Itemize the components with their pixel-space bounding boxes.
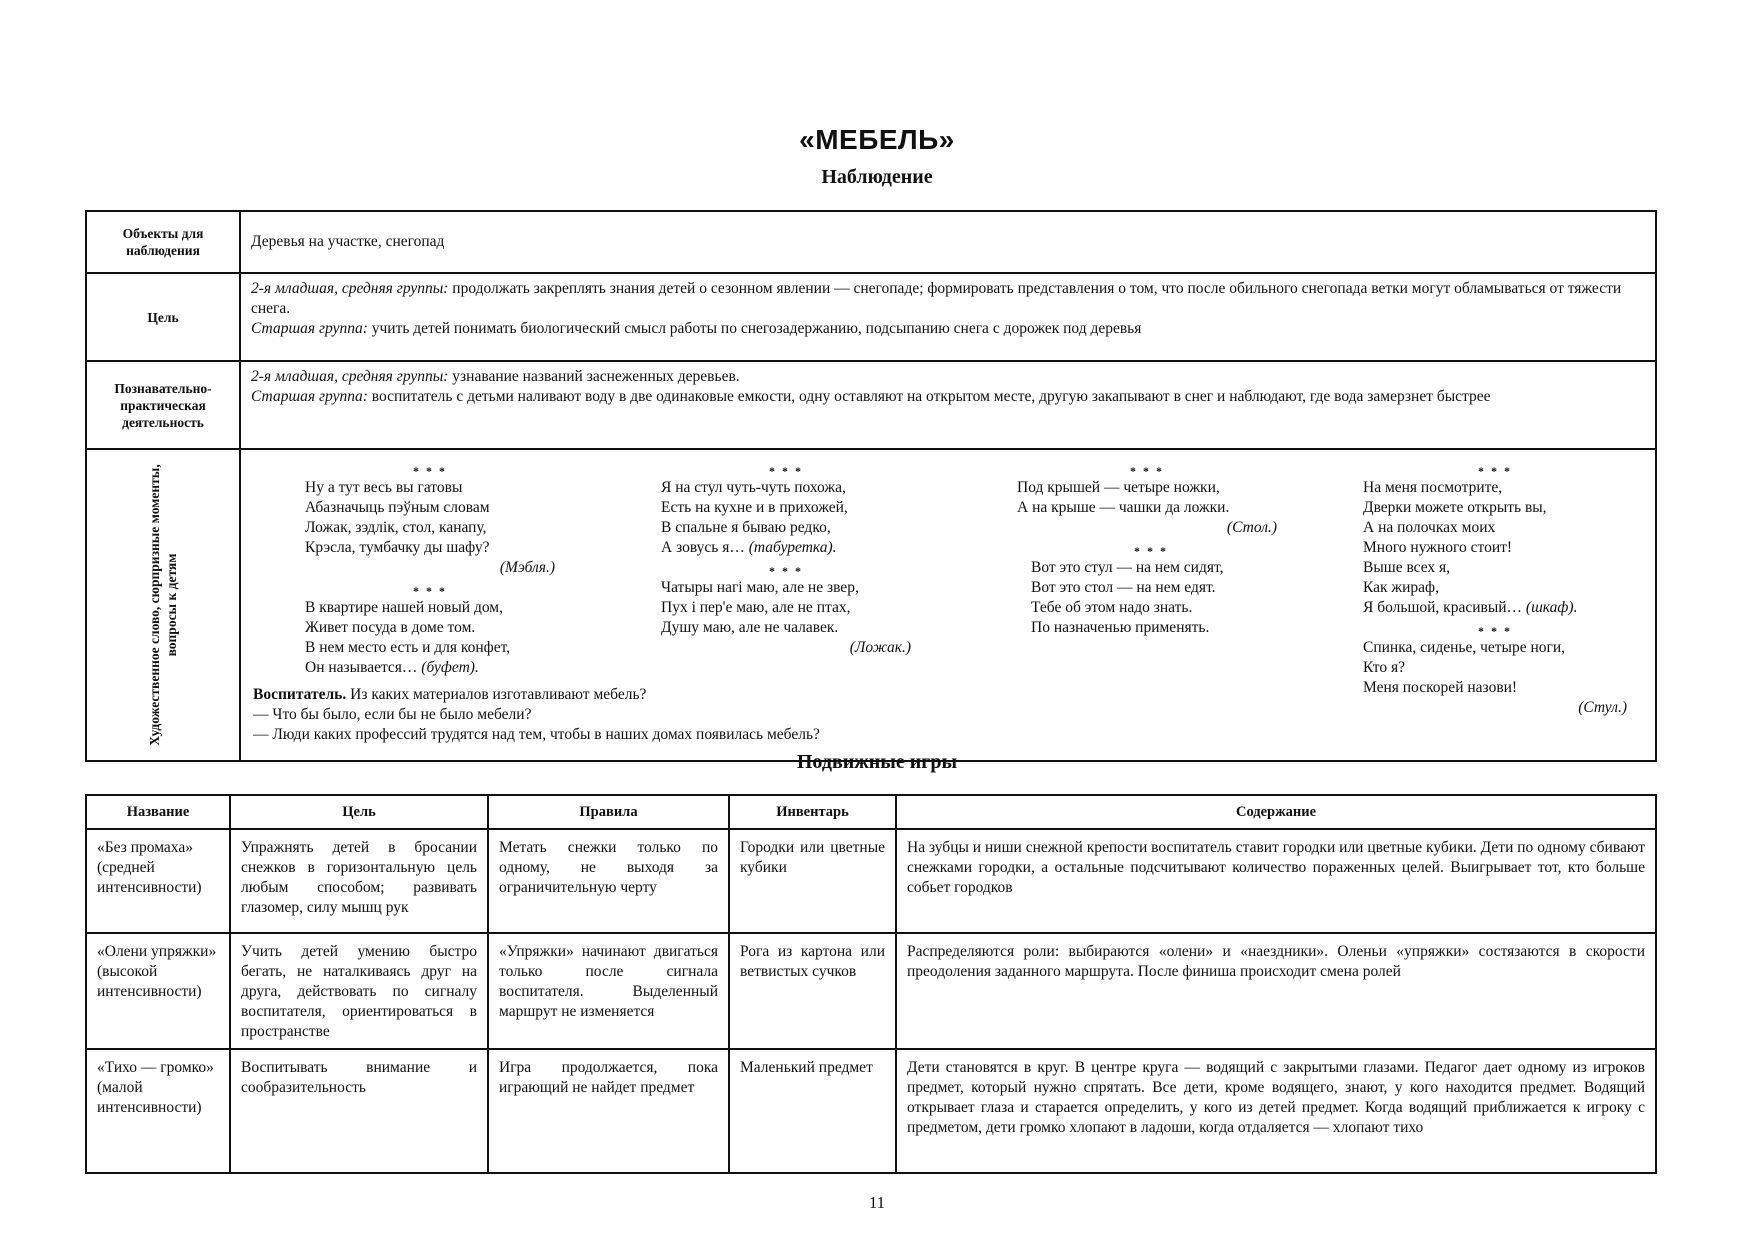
poem-line: Душу маю, але не чалавек.	[661, 619, 839, 636]
question-line: — Люди каких профессий трудятся над тем, чтобы в наших домах появилась мебель?	[253, 726, 820, 743]
poem-line: Спинка, сиденье, четыре ноги,	[1363, 639, 1566, 656]
poem-line: Выше всех я,	[1363, 559, 1451, 576]
poem-answer: (шкаф).	[1525, 599, 1578, 616]
activity-text	[240, 361, 1656, 449]
activity-text-junior: узнавание названий заснеженных деревьев.	[448, 368, 740, 385]
poem-line: Как жираф,	[1363, 579, 1439, 596]
activity-label: Познавательно-практическая деятельность	[86, 361, 240, 449]
stars-divider: * * *	[413, 464, 447, 478]
poem-answer: (Ложак.)	[849, 639, 911, 656]
game-name: «Тихо — громко» (малой интенсивности)	[86, 1049, 230, 1173]
game-content: На зубцы и ниши снежной крепости воспитатель ставит городки или цветные кубики. Дети по одному сбивают снежками городки, а остальные подсчитывают количество пораженных целей. Выигрывает тот, кто больше собьет городков	[896, 829, 1656, 933]
poem	[661, 464, 911, 558]
poem-line: Тебе об этом надо знать.	[1031, 599, 1193, 616]
game-name: «Без промаха» (средней интенсивности)	[86, 829, 230, 933]
poem-answer: (Стул.)	[1578, 699, 1627, 716]
page-number: 11	[868, 1193, 886, 1212]
game-goal: Упражнять детей в бросании снежков в горизонтальную цель любым способом; развивать глазомер, силу мышц рук	[230, 829, 488, 933]
objects-label: Объекты для наблюдения	[86, 211, 240, 273]
game-rules: Игра продолжается, пока играющий не найдет предмет	[488, 1049, 729, 1173]
poem-line	[1363, 598, 1627, 618]
game-rules: Метать снежки только по одному, не выходя за ограничительную черту	[488, 829, 729, 933]
game-equipment: Маленький предмет	[729, 1049, 896, 1173]
poem	[661, 564, 911, 658]
observation-table	[85, 210, 1657, 762]
poem-line	[305, 658, 555, 678]
games-header-row	[86, 795, 1656, 829]
goal-text-senior: учить детей понимать биологический смысл работы по снегозадержанию, подсыпанию снега с дорожек под деревья	[367, 320, 1142, 337]
game-rules: «Упряжки» начинают двигаться только после сигнала воспитателя. Выделенный маршрут не изменяется	[488, 933, 729, 1049]
poem-answer: (Мэбля.)	[499, 559, 555, 576]
table-row	[86, 933, 1656, 1049]
poem	[1363, 624, 1627, 718]
page-title: «МЕБЕЛЬ»	[799, 124, 955, 155]
poem-answer: (буфет).	[421, 659, 479, 676]
activity-lead-junior: 2-я младшая, средняя группы:	[251, 368, 449, 385]
stars-divider: * * *	[769, 564, 803, 578]
poem-line: В квартире нашей новый дом,	[305, 599, 503, 616]
poem-answer: (Стол.)	[1226, 519, 1277, 536]
stars-divider: * * *	[769, 464, 803, 478]
art-content	[240, 449, 1656, 761]
poem-line: Вот это стол — на нем едят.	[1031, 579, 1216, 596]
question-line: — Что бы было, если бы не было мебели?	[253, 706, 532, 723]
goal-lead-junior: 2-я младшая, средняя группы:	[251, 280, 449, 297]
observation-row-goal	[86, 273, 1656, 361]
poem	[305, 584, 555, 678]
activity-text-senior: воспитатель с детьми наливают воду в две одинаковые емкости, одну оставляют на открытом месте, другую закапывают в снег и наблюдают, где вода замерзнет быстрее	[367, 388, 1491, 405]
goal-label: Цель	[86, 273, 240, 361]
art-label-cell	[86, 449, 240, 761]
column-header: Правила	[488, 795, 729, 829]
poem-line: Чатыры нагі маю, але не звер,	[661, 579, 859, 596]
question-line	[253, 685, 820, 705]
observation-row-activity	[86, 361, 1656, 449]
poem	[1017, 464, 1277, 538]
poem-line: Под крышей — четыре ножки,	[1017, 479, 1220, 496]
poem-line: Кто я?	[1363, 659, 1405, 676]
game-name: «Олени упряжки» (высокой интенсивности)	[86, 933, 230, 1049]
poem	[1031, 544, 1271, 638]
poem-line	[661, 538, 911, 558]
poem-line: Пух і пер'е маю, але не птах,	[661, 599, 851, 616]
poem-line: А на крыше — чашки да ложки.	[1017, 499, 1230, 516]
section-title-observation: Наблюдение	[821, 166, 933, 188]
table-row	[86, 829, 1656, 933]
stars-divider: * * *	[1478, 624, 1512, 638]
poem	[305, 464, 555, 578]
poem-line: Вот это стул — на нем сидят,	[1031, 559, 1224, 576]
column-header: Название	[86, 795, 230, 829]
poem-line: На меня посмотрите,	[1363, 479, 1503, 496]
poem-line-text: Я большой, красивый…	[1363, 599, 1523, 616]
column-header: Содержание	[896, 795, 1656, 829]
game-equipment: Городки или цветные кубики	[729, 829, 896, 933]
poem-line: В нем место есть и для конфет,	[305, 639, 511, 656]
poem	[1363, 464, 1627, 618]
games-table	[85, 794, 1657, 1174]
observation-row-objects	[86, 211, 1656, 273]
poem-line: Крэсла, тумбачку ды шафу?	[305, 539, 490, 556]
poem-line: Дверки можете открыть вы,	[1363, 499, 1547, 516]
teacher-label: Воспитатель.	[253, 686, 347, 703]
objects-text: Деревья на участке, снегопад	[240, 211, 1656, 273]
poem-answer: (табуретка).	[748, 539, 837, 556]
poem-line: В спальне я бываю редко,	[661, 519, 831, 536]
section-title-games: Подвижные игры	[796, 751, 958, 773]
stars-divider: * * *	[1130, 464, 1164, 478]
game-goal: Воспитывать внимание и сообразительность	[230, 1049, 488, 1173]
stars-divider: * * *	[1478, 464, 1512, 478]
observation-row-art	[86, 449, 1656, 761]
goal-text-junior: продолжать закреплять знания детей о сезонном явлении — снегопаде; формировать представления о том, что после обильного снегопада ветки могут обламываться от тяжести снега.	[251, 280, 1622, 317]
poem-line: А на полочках моих	[1363, 519, 1496, 536]
column-header: Инвентарь	[729, 795, 896, 829]
poem-line: По назначенью применять.	[1031, 619, 1210, 636]
goal-lead-senior: Старшая группа:	[251, 320, 368, 337]
question-text: Из каких материалов изготавливают мебель?	[346, 686, 647, 703]
table-row	[86, 1049, 1656, 1173]
game-goal: Учить детей умению быстро бегать, не наталкиваясь друг на друга, действовать по сигналу воспитателя, ориентироваться в пространстве	[230, 933, 488, 1049]
poem-line-text: Он называется…	[305, 659, 418, 676]
poem-line: Меня поскорей назови!	[1363, 679, 1518, 696]
stars-divider: * * *	[413, 584, 447, 598]
poem-line: Ложак, зэдлік, стол, канапу,	[305, 519, 487, 536]
poem-line: Ну а тут весь вы гатовы	[305, 479, 463, 496]
poem-line-text: А зовусь я…	[661, 539, 745, 556]
stars-divider: * * *	[1134, 544, 1168, 558]
teacher-questions	[253, 685, 820, 745]
poem-line: Есть на кухне и в прихожей,	[661, 499, 848, 516]
poem-line: Я на стул чуть-чуть похожа,	[661, 479, 846, 496]
activity-lead-senior: Старшая группа:	[251, 388, 368, 405]
column-header: Цель	[230, 795, 488, 829]
game-equipment: Рога из картона или ветвистых сучков	[729, 933, 896, 1049]
poem-line: Абазначыць пэўным словам	[305, 499, 490, 516]
game-content: Дети становятся в круг. В центре круга — водящий с закрытыми глазами. Педагог дает одному из игроков предмет, который нужно спрятать. Все дети, кроме водящего, знают, у кого находится предмет. Водящий открывает глаза и старается определить, у кого из детей предмет. Когда водящий приближается к игроку с предметом, дети громко хлопают в ладоши, когда отдаляется — хлопают тихо	[896, 1049, 1656, 1173]
goal-text	[240, 273, 1656, 361]
poem-line: Много нужного стоит!	[1363, 539, 1513, 556]
poem-line: Живет посуда в доме том.	[305, 619, 476, 636]
game-content: Распределяются роли: выбираются «олени» и «наездники». Оленьи «упряжки» состязаются в скорости преодоления заданного маршрута. После финиша происходит смена ролей	[896, 933, 1656, 1049]
art-label: Художественное слово, сюрпризные моменты, вопросы к детям	[147, 464, 179, 746]
